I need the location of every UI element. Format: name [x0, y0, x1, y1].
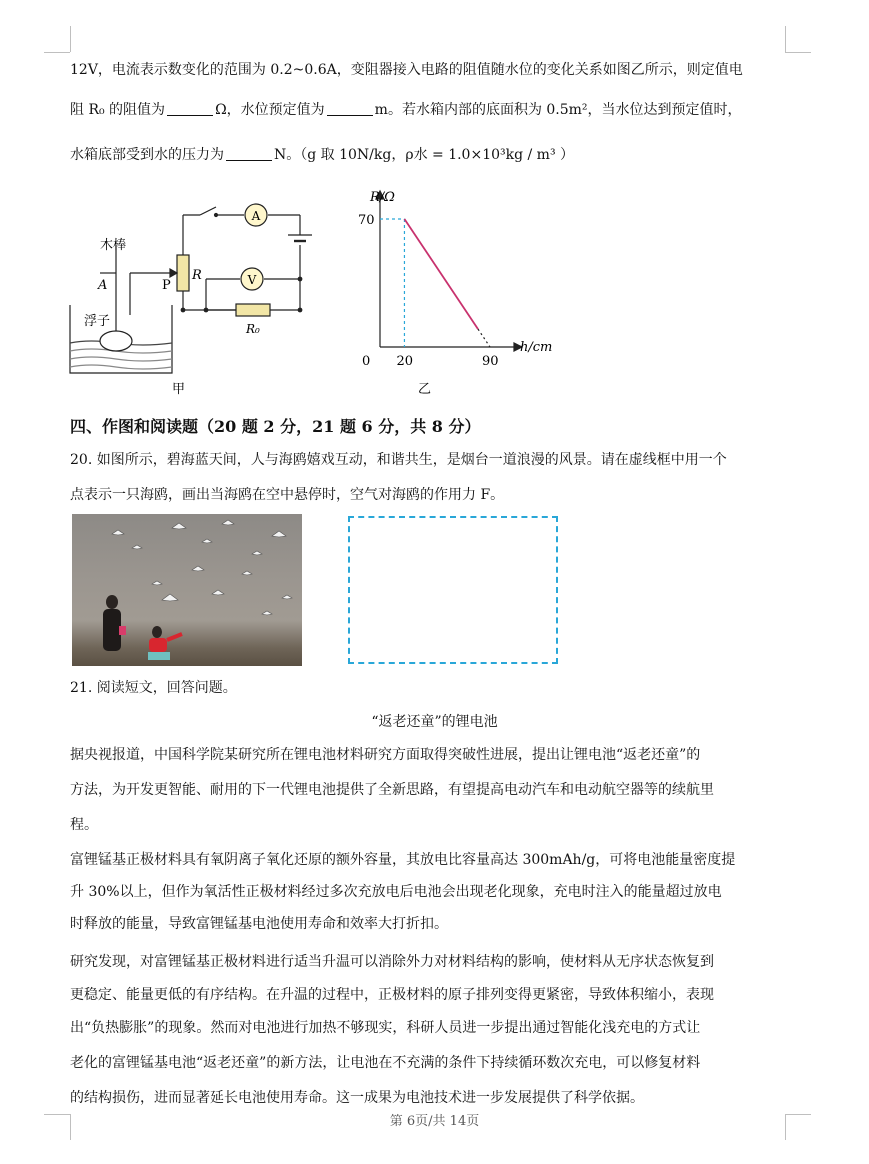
drawing-answer-box[interactable] — [348, 516, 558, 664]
article-title: “返老还童”的锂电池 — [371, 714, 498, 730]
x-tick-90: 90 — [482, 354, 499, 369]
question-line-2 — [70, 100, 742, 120]
p3-line-2: 更稳定、能量更低的有序结构。在升温的过程中，正极材料的原子排列变得更紧密，导致体积缩小，表现 — [70, 987, 714, 1003]
x-tick-20: 20 — [396, 354, 413, 369]
q21-intro: 21. 阅读短文，回答问题。 — [70, 680, 237, 696]
p3-line-1: 研究发现，对富锂锰基正极材料进行适当升温可以消除外力对材料结构的影响，使材料从无序状态恢复到 — [70, 954, 714, 970]
label-point-a: A — [98, 278, 108, 293]
crop-mark-tl-h — [44, 52, 70, 53]
section-heading: 四、作图和阅读题（20 题 2 分，21 题 6 分，共 8 分） — [70, 417, 481, 436]
crop-mark-tl-v — [70, 26, 71, 52]
circuit-diagram — [60, 185, 320, 400]
x-axis-label: h/cm — [520, 340, 553, 355]
caption-yi: 乙 — [418, 382, 432, 397]
p2-line-3: 时释放的能量，导致富锂锰基电池使用寿命和效率大打折扣。 — [70, 916, 448, 932]
p2-line-1: 富锂锰基正极材料具有氧阴离子氧化还原的额外容量，其放电比容量高达 300mAh/g，可将电池能量密度提 — [70, 852, 736, 868]
meter-v-label: V — [247, 273, 257, 287]
answer-blank-r0[interactable] — [167, 101, 213, 116]
p3-line-4: 老化的富锂锰基电池“返老还童”的新方法，让电池在不充满的条件下持续循环数次充电，可以修复材料 — [70, 1055, 701, 1071]
q20-line-2: 点表示一只海鸥，画出当海鸥在空中悬停时，空气对海鸥的作用力 F。 — [70, 487, 505, 503]
label-r0: R₀ — [246, 322, 260, 336]
question-line-3 — [70, 145, 574, 165]
p1-line-3: 程。 — [70, 817, 98, 833]
label-float: 浮子 — [84, 314, 111, 329]
data-line — [404, 219, 478, 329]
label-rheostat-r: R — [192, 268, 202, 283]
question-line-1: 12V，电流表示数变化的范围为 0.2~0.6A，变阻器接入电路的阻值随水位的变化关系如图乙所示，则定值电 — [70, 62, 743, 78]
caption-jia: 甲 — [172, 382, 186, 397]
label-slider-p: P — [162, 278, 171, 293]
data-line-extension — [478, 329, 490, 347]
y-axis-label: R/Ω — [370, 190, 395, 205]
p2-line-2: 升 30%以上，但作为氧活性正极材料经过多次充放电后电池会出现老化现象，充电时注入的能量超过放电 — [70, 884, 722, 900]
p1-line-2: 方法，为开发更智能、耐用的下一代锂电池提供了全新思路，有望提高电动汽车和电动航空器等的续航里 — [70, 782, 714, 798]
page-number: 第 6页/共 14页 — [389, 1114, 480, 1129]
y-tick-70: 70 — [358, 213, 375, 228]
q20-line-1: 20. 如图所示，碧海蓝天间，人与海鸥嬉戏互动，和谐共生，是烟台一道浪漫的风景。请在虚线框中用一个 — [70, 452, 727, 468]
text-r0: 阻 R₀ 的阻值为 — [70, 102, 166, 118]
text-area: m。若水箱内部的底面积为 0.5m²，当水位达到预定值时， — [374, 102, 742, 118]
text-force: 水箱底部受到水的压力为 — [70, 147, 224, 163]
p1-line-1: 据央视报道，中国科学院某研究所在锂电池材料研究方面取得突破性进展，提出让锂电池“返老还童”的 — [70, 747, 701, 763]
answer-blank-level[interactable] — [327, 101, 373, 116]
answer-blank-force[interactable] — [226, 146, 272, 161]
x-tick-0: 0 — [362, 354, 371, 369]
p3-line-3: 出“负热膨胀”的现象。然而对电池进行加热不够现实，科研人员进一步提出通过智能化浅充电的方式让 — [70, 1020, 701, 1036]
text-constants: N。（g 取 10N/kg，ρ水 = 1.0×10³kg / m³ ） — [274, 147, 575, 163]
crop-mark-tr-v — [785, 26, 786, 52]
crop-mark-tr-h — [785, 52, 811, 53]
text-level: Ω，水位预定值为 — [215, 102, 325, 118]
seagull-photo — [72, 514, 302, 666]
resistance-level-chart — [336, 185, 566, 400]
label-wood-rod: 木棒 — [100, 238, 127, 253]
p3-line-5: 的结构损伤，进而显著延长电池使用寿命。这一成果为电池技术进一步发展提供了科学依据。 — [70, 1090, 644, 1106]
meter-a-label: A — [251, 209, 261, 223]
